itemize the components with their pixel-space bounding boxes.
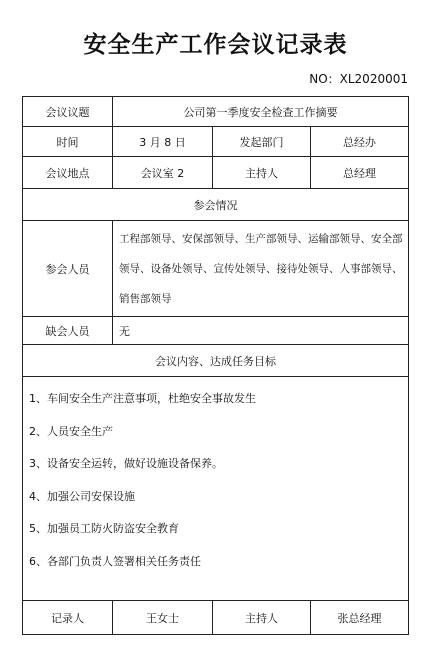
attendees-label: 参会人员 [23,221,113,317]
absent-value: 无 [113,317,409,345]
content-item: 5、加强员工防火防盗安全教育 [29,522,179,535]
row-attendance-header [23,189,409,221]
document-title: 安全生产工作会议记录表 [83,32,348,58]
dept-value: 总经办 [311,127,409,157]
content-item: 2、人员安全生产 [29,424,113,438]
content-item: 4、加强公司安保设施 [29,489,135,503]
footer-host-label: 主持人 [213,601,311,635]
row-content [23,377,409,601]
row-absent [23,317,409,345]
row-footer [23,601,409,635]
row-topic [23,97,409,127]
content-header: 会议内容、达成任务目标 [23,345,409,377]
row-content-header [23,345,409,377]
recorder-label: 记录人 [23,601,113,635]
time-value: 3 月 8 日 [113,127,213,157]
content-list [23,377,409,601]
attendance-header: 参会情况 [23,189,409,221]
row-time [23,127,409,157]
meeting-record-table [22,96,409,635]
location-value: 会议室 2 [113,157,213,189]
row-attendees [23,221,409,317]
absent-label: 缺会人员 [23,317,113,345]
content-item: 6、各部门负责人签署相关任务责任 [29,554,201,568]
attendees-value: 工程部领导、安保部领导、生产部领导、运输部领导、安全部领导、设备处领导、宣传处领导、接待处领导、人事部领导、销售部领导 [113,221,409,317]
topic-value: 公司第一季度安全检查工作摘要 [113,97,409,127]
document-number: NO：XL2020001 [309,72,408,86]
content-item: 1、车间安全生产注意事项，杜绝安全事故发生 [29,392,256,405]
time-label: 时间 [23,127,113,157]
footer-host-value: 张总经理 [311,601,409,635]
host-value: 总经理 [311,157,409,189]
dept-label: 发起部门 [213,127,311,157]
content-item: 3、设备安全运转，做好设施设备保养。 [29,457,223,470]
location-label: 会议地点 [23,157,113,189]
topic-label: 会议议题 [23,97,113,127]
recorder-value: 王女士 [113,601,213,635]
row-location [23,157,409,189]
host-label: 主持人 [213,157,311,189]
